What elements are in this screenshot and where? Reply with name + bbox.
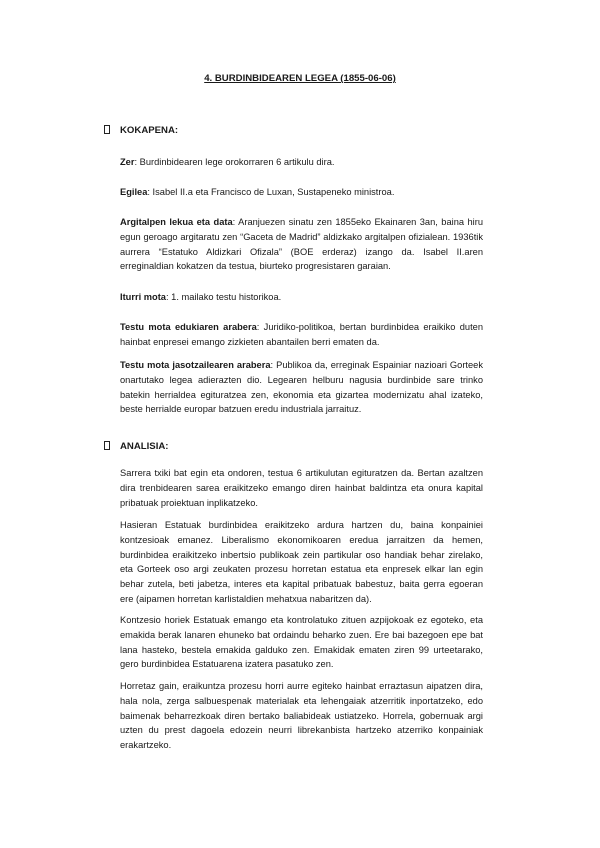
field-label: Iturri mota: [120, 292, 166, 302]
section-heading-kokapena: [104, 125, 178, 136]
field-zer: [120, 155, 483, 170]
field-egilea: [120, 185, 483, 200]
checkbox-bullet-icon: [104, 441, 110, 450]
field-edukia: [120, 320, 483, 350]
field-value: : 1. mailako testu historikoa.: [165, 292, 282, 302]
field-label: Testu mota edukiaren arabera: [120, 322, 257, 332]
checkbox-bullet-icon: [104, 125, 110, 134]
analysis-paragraph: Sarrera txiki bat egin eta ondoren, testua 6 artikulutan egituratzen da. Bertan azaltzen dira trenbidearen sarea eraikitzeko emango diren hainbat baldintza eta onura kapital pribatuak proiektuan inplikatzeko.: [120, 468, 483, 508]
analysis-paragraph: Kontzesio horiek Estatuak emango eta kontrolatuko zituen azpijokoak ez egoteko, eta emakida berak lanaren ehuneko bat ordaindu beharko zuen. Ere bai bazegoen epe bat lana hasteko, bestela emakida galduko zen. Emakidak ematen ziren 99 urteetarako, gero burdinbidea Estatuarena izatera pasatuko zen.: [120, 615, 483, 670]
field-value: : Juridiko-politikoa, bertan burdinbidea eraikiko duten hainbat enpresei emango zizkieten abantailen berri ematen da.: [120, 322, 483, 347]
field-label: Testu mota jasotzailearen arabera: [120, 360, 271, 370]
analysis-paragraph: Horretaz gain, eraikuntza prozesu horri aurre egiteko hainbat erraztasun aipatzen dira, hala nola, zerga salbuespenak materialak eta lehengaiak atzerritik inportatzeko, edo baimenak beharrezkoak diren bertako baliabideak ustiatzeko. Horrela, gobernuak argi uzten du prest dagoela edozein neurri librekanbista hartzeko atzerriko konpainiak erakartzeko.: [120, 681, 483, 751]
field-jasotzailea: [120, 358, 483, 417]
field-value: : Isabel II.a eta Francisco de Luxan, Sustapeneko ministroa.: [147, 187, 395, 197]
field-label: Argitalpen lekua eta data: [120, 217, 233, 227]
field-iturri-mota: [120, 290, 483, 305]
document-title: 4. BURDINBIDEAREN LEGEA (1855-06-06): [204, 73, 396, 84]
field-value: : Publikoa da, erreginak Espainiar nazioari Gorteek onartutako legea adierazten dio. Legearen helburu nagusia burdinbide sare trinko batekin herrialdea egituratzea zen, ekonomia eta gizartea modernizatu ahal izateko, beste herrialde europar batzuen eredu industriala jarraituz.: [120, 360, 483, 415]
field-value: : Burdinbidearen lege orokorraren 6 artikulu dira.: [134, 157, 335, 167]
field-label: Zer: [120, 157, 135, 167]
section-label: KOKAPENA:: [120, 125, 179, 136]
section-label: ANALISIA:: [120, 441, 169, 452]
field-argitalpen: [120, 215, 483, 274]
field-label: Egilea: [120, 187, 148, 197]
analysis-paragraph: Hasieran Estatuak burdinbidea eraikitzeko ardura hartzen du, baina konpainiei kontzesioak emanez. Liberalismo ekonomikoaren eredua jarraitzen da hemen, burdinbidea eraikitzeko inbertsio publikoak zein partikular oso handiak behar zirelako, eta Gorteek oso argi zeukaten prozesu horretan estatua eta enpresek elkar lan egin behar zutela, beti jabetza, interes eta kapital pribatuak babestuz, baita gerra egoeran ere (aipamen horretan karlistaldien mehatxua nabaritzen da).: [120, 520, 483, 604]
field-value: : Aranjuezen sinatu zen 1855eko Ekainaren 3an, baina hiru egun geroago argitaratu zen “Gaceta de Madrid” aldizkako argitalpen ofizialean. 1936tik aurrera “Estatuko Aldizkari Ofizala” (BOE erderaz) izango da. Isabel II.aren erreginaldian kokatzen da testua, biurteko progresistaren garaian.: [120, 217, 483, 272]
section-heading-analisia: [104, 441, 169, 452]
